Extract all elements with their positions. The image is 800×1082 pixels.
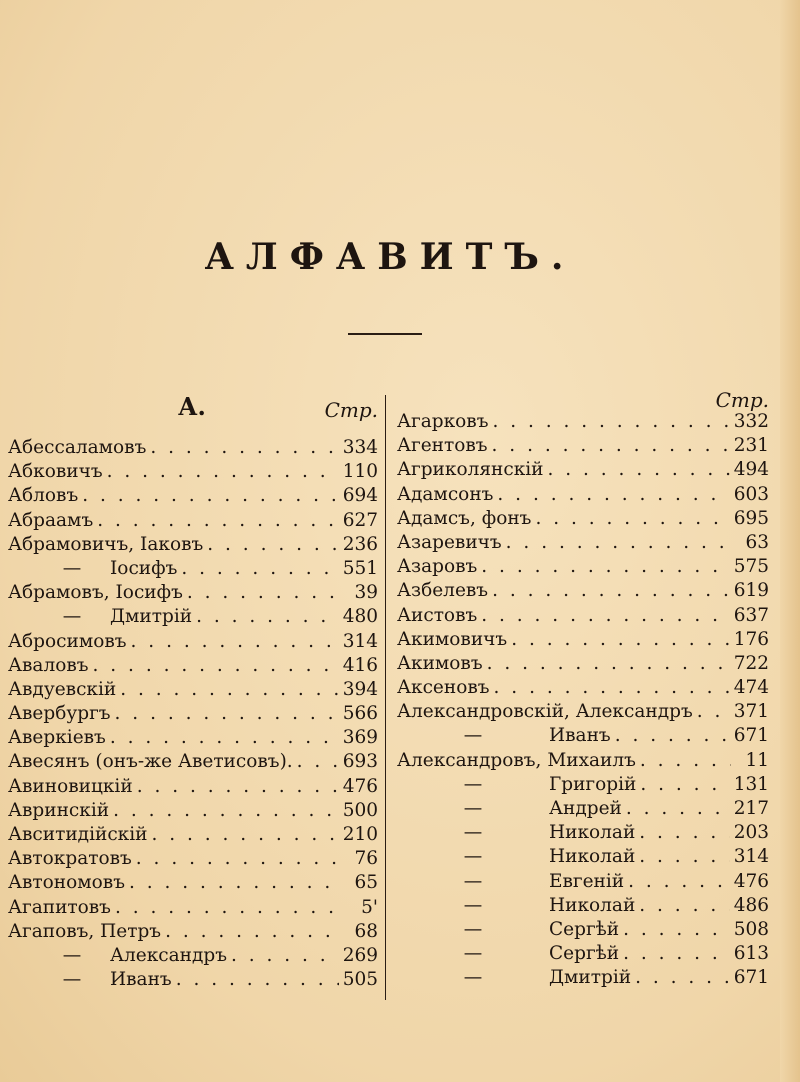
index-entry [8,968,378,992]
entry-name: Агентовъ [397,435,488,457]
left-column-header [8,392,378,436]
page-title: АЛФАВИТЪ. [204,236,576,278]
entry-page-number: 236 [342,533,378,555]
leader-dots [494,676,730,700]
leader-dots [639,821,729,845]
entry-page-number: 575 [733,556,769,578]
index-entry [8,871,378,895]
entry-page-number: 474 [733,677,769,699]
entry-page-number: 603 [733,483,769,505]
entry-page-number: 371 [733,701,769,723]
ditto-dash: — [463,773,483,795]
index-entry [397,628,769,652]
leader-dots [187,581,340,605]
index-entry [397,797,769,821]
leader-dots [110,726,339,750]
ditto-dash: — [463,894,483,916]
entry-page-number: 508 [733,918,769,940]
entry-given-name: Іосифъ [110,557,178,579]
index-entry [8,920,378,944]
leader-dots [481,555,729,579]
entry-page-number: 494 [733,459,769,481]
entry-page-number: 5' [361,896,378,918]
entry-given-name: Иванъ [549,725,611,747]
entry-page-number: 269 [342,944,378,966]
entry-page-number: 203 [733,822,769,844]
entry-page-number: 613 [733,943,769,965]
entry-page-number: 566 [342,703,378,725]
index-entry [397,579,769,603]
entry-name: Авринскій [8,799,110,821]
entry-name: Аистовъ [397,604,478,626]
entry-page-number: 369 [342,727,378,749]
entry-page-number: 500 [342,799,378,821]
index-entry [8,509,378,533]
index-entry [397,821,769,845]
entry-name: Авситидійскій [8,824,148,845]
index-entry [397,845,769,869]
index-entry [397,749,769,773]
left-entry-list [8,436,378,992]
entry-name: Агаповъ, Петръ [8,920,162,942]
entry-given-name: Александръ [110,944,227,966]
leader-dots [136,847,340,871]
entry-page-number: 551 [342,557,378,579]
leader-dots [697,700,730,724]
leader-dots [623,942,730,966]
ditto-dash: — [62,969,82,991]
ditto-dash: — [463,967,483,989]
leader-dots [639,845,729,869]
entry-page-number: 394 [342,678,378,700]
entry-page-number: 217 [733,798,769,819]
leader-dots [93,654,339,678]
entry-given-name: Иванъ [110,969,172,991]
entry-name: Агапитовъ [8,896,111,918]
leader-dots [626,797,730,821]
entry-page-number: 416 [342,654,378,676]
entry-given-name: Сергѣй [549,918,620,940]
leader-dots [181,557,338,581]
leader-dots [152,823,339,847]
entry-name: Александровъ, Михаилъ [397,749,636,771]
entry-name: Азаровъ [397,556,478,578]
index-entry [397,483,769,507]
index-entry [397,531,769,555]
leader-dots [131,630,339,654]
page-edge [780,0,800,1082]
leader-dots [481,604,729,628]
entry-page-number: 176 [733,628,769,650]
entry-name: Азбелевъ [397,580,489,602]
ditto-dash: — [463,870,483,892]
index-entry [8,557,378,581]
page-column-label: Стр. [715,388,769,412]
entry-given-name: Дмитрій [549,967,632,989]
entry-name: Автономовъ [8,872,125,894]
ditto-dash: — [463,725,483,747]
entry-page-number: 627 [342,509,378,531]
entry-name: Александровскій, Александръ [397,701,693,723]
entry-name: Абрамовичъ, Іаковъ [8,533,204,555]
entry-name: Авесянъ (онъ-же Аветисовъ). [8,751,293,773]
column-divider [385,395,386,1000]
entry-page-number: 231 [733,435,769,457]
entry-page-number: 476 [342,775,378,797]
entry-name: Абловъ [8,485,79,507]
entry-name: Адамсъ, фонъ [397,507,532,529]
entry-page-number: 619 [733,580,769,602]
leader-dots [115,896,340,920]
entry-name: Авербургъ [8,703,111,725]
ditto-dash: — [463,798,483,819]
entry-name: Акимовичъ [397,628,508,650]
index-entry [8,750,378,774]
leader-dots [492,434,730,458]
entry-page-number: 314 [733,846,769,868]
entry-page-number: 722 [733,652,769,674]
right-entry-list [397,410,769,991]
leader-dots [628,870,730,894]
index-entry [397,507,769,531]
entry-name: Абковичъ [8,461,103,483]
index-entry [397,870,769,894]
leader-dots [165,920,340,944]
entry-name: Абрамовъ, Іосифъ [8,582,183,604]
leader-dots [297,750,339,774]
index-entry [397,942,769,966]
entry-page-number: 671 [733,967,769,989]
entry-page-number: 110 [342,461,378,483]
leader-dots [497,483,729,507]
entry-name: Адамсонъ [397,483,494,505]
leader-dots [506,531,731,555]
leader-dots [492,579,730,603]
entry-page-number: 480 [342,606,378,628]
entry-name: Агриколянскій [397,459,544,481]
leader-dots [129,871,340,895]
entry-name: Автократовъ [8,848,132,870]
entry-name: Аксеновъ [397,677,490,699]
ditto-dash: — [62,944,82,966]
leader-dots [639,894,729,918]
index-entry [8,654,378,678]
left-column [8,392,378,992]
right-column [397,388,769,991]
entry-page-number: 68 [354,920,378,942]
leader-dots [487,652,730,676]
entry-page-number: 486 [733,894,769,916]
entry-page-number: 39 [354,582,378,604]
leader-dots [120,678,338,702]
entry-page-number: 131 [733,773,769,795]
index-entry [8,799,378,823]
leader-dots [82,484,338,508]
entry-given-name: Николай [549,894,636,916]
entry-page-number: 314 [342,630,378,652]
entry-given-name: Григорій [549,773,637,795]
entry-page-number: 76 [354,848,378,870]
leader-dots [548,458,730,482]
entry-name: Аваловъ [8,654,89,676]
entry-page-number: 693 [342,751,378,773]
leader-dots [113,799,339,823]
index-entry [397,410,769,434]
index-entry [397,894,769,918]
index-entry [8,775,378,799]
index-entry [8,630,378,654]
entry-name: Авиновицкій [8,775,133,797]
entry-page-number: 505 [342,969,378,991]
leader-dots [492,410,729,434]
entry-page-number: 65 [354,872,378,894]
title-rule [348,333,422,335]
entry-given-name: Дмитрій [110,606,193,628]
index-entry [8,436,378,460]
ditto-dash: — [463,943,483,965]
leader-dots [150,436,338,460]
leader-dots [97,509,338,533]
entry-page-number: 332 [733,411,769,432]
index-entry [397,700,769,724]
index-entry [8,484,378,508]
right-column-header [397,388,769,410]
leader-dots [511,628,730,652]
entry-page-number: 637 [733,604,769,626]
index-entry [397,458,769,482]
entry-given-name: Евгеній [549,870,625,892]
entry-page-number: 694 [342,485,378,507]
index-entry [8,460,378,484]
index-entry [397,555,769,579]
index-entry [8,605,378,629]
index-entry [8,678,378,702]
entry-name: Агарковъ [397,411,489,432]
entry-name: Акимовъ [397,652,483,674]
page-column-label: Стр. [324,398,378,422]
entry-name: Азаревичъ [397,531,502,553]
leader-dots [107,460,339,484]
entry-page-number: 210 [342,824,378,845]
section-letter: А. [178,392,206,421]
entry-given-name: Николай [549,846,636,868]
entry-page-number: 334 [342,437,378,458]
ditto-dash: — [62,606,82,628]
index-entry [8,847,378,871]
leader-dots [176,968,339,992]
entry-given-name: Андрей [549,798,622,819]
leader-dots [207,533,338,557]
leader-dots [115,702,339,726]
entry-page-number: 695 [733,507,769,529]
index-entry [397,604,769,628]
ditto-dash: — [62,557,82,579]
leader-dots [623,918,730,942]
leader-dots [635,966,730,990]
leader-dots [640,749,731,773]
entry-page-number: 671 [733,725,769,747]
entry-given-name: Николай [549,822,636,844]
index-entry [8,823,378,847]
leader-dots [615,724,730,748]
entry-page-number: 11 [745,749,769,771]
entry-name: Абраамъ [8,509,94,531]
index-entry [8,896,378,920]
leader-dots [231,944,339,968]
leader-dots [196,605,339,629]
ditto-dash: — [463,918,483,940]
entry-given-name: Сергѣй [549,943,620,965]
index-entry [8,702,378,726]
index-entry [8,581,378,605]
entry-page-number: 476 [733,870,769,892]
index-entry [397,966,769,990]
index-entry [397,676,769,700]
index-entry [397,434,769,458]
index-entry [8,944,378,968]
index-entry [397,724,769,748]
ditto-dash: — [463,822,483,844]
ditto-dash: — [463,846,483,868]
leader-dots [535,507,729,531]
entry-name: Абросимовъ [8,630,127,652]
index-entry [8,533,378,557]
entry-name: Авдуевскій [8,678,117,700]
leader-dots [137,775,339,799]
index-entry [397,918,769,942]
leader-dots [640,773,729,797]
index-entry [397,652,769,676]
index-entry [397,773,769,797]
index-entry [8,726,378,750]
entry-page-number: 63 [745,531,769,553]
entry-name: Аверкіевъ [8,727,106,749]
entry-name: Абессаламовъ [8,437,147,458]
